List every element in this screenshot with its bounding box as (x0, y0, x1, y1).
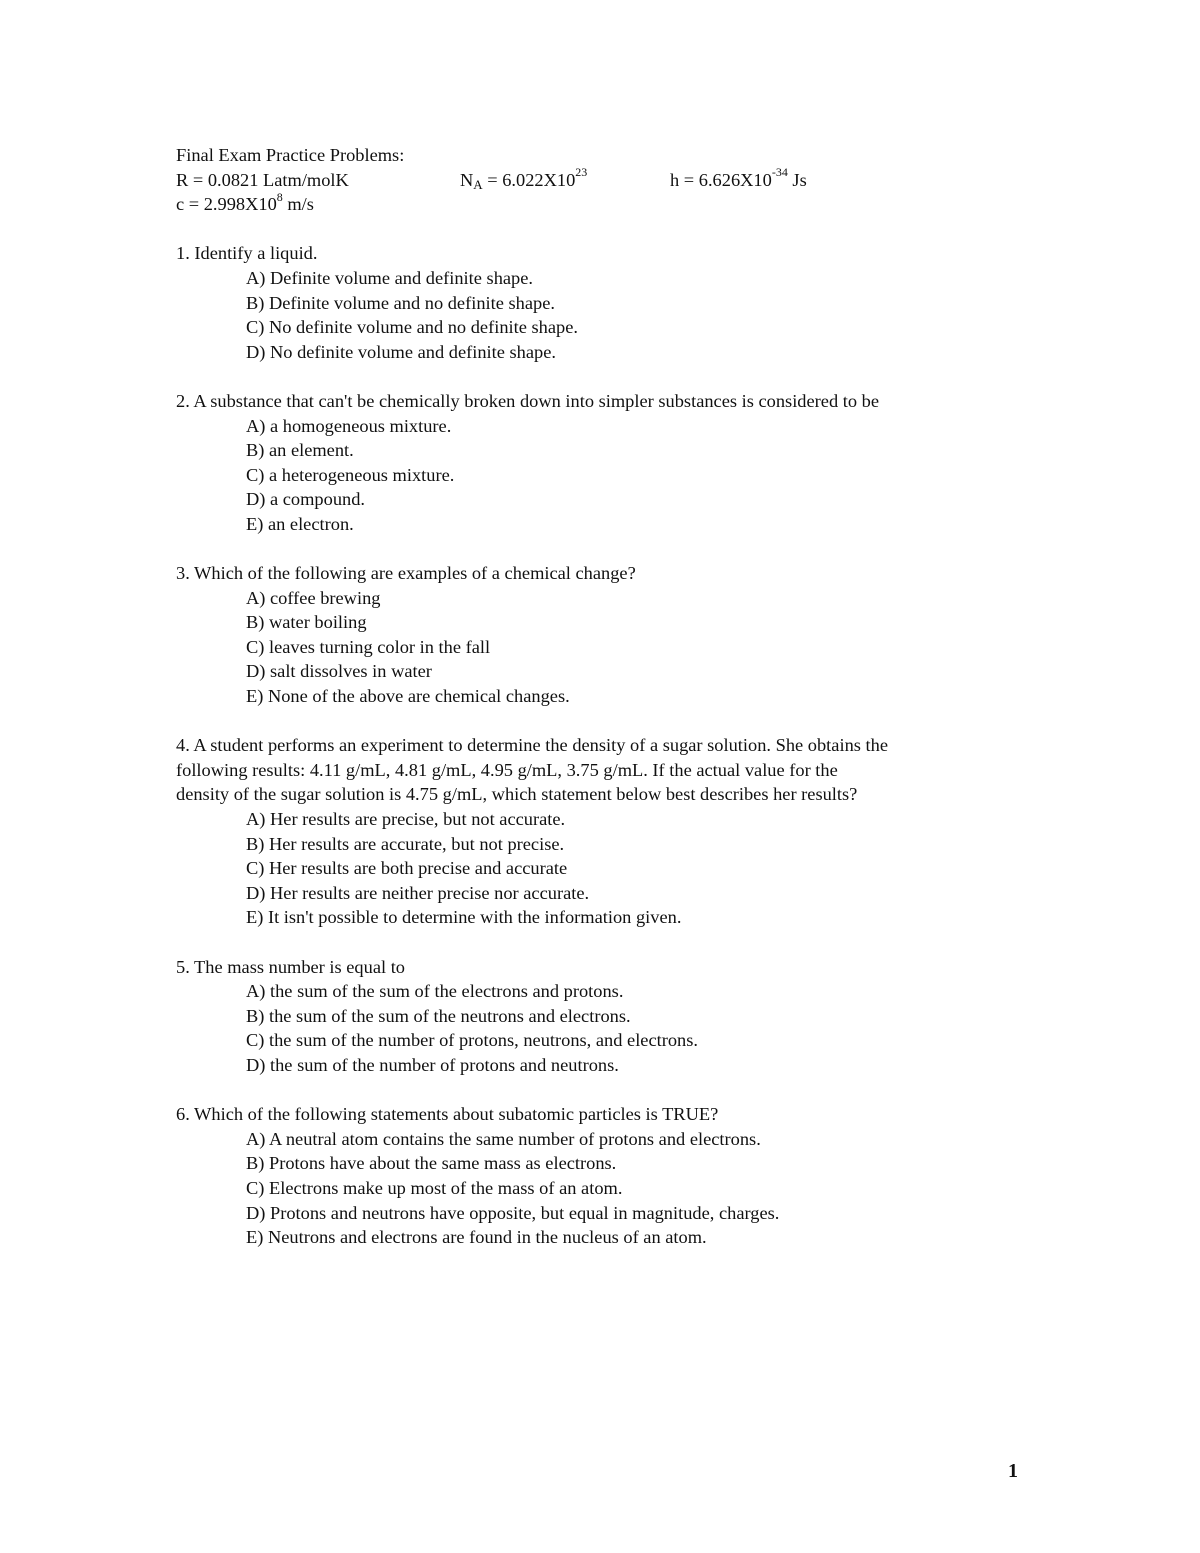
answer-option: A) Her results are precise, but not accurate. (246, 809, 566, 830)
constants-row (176, 165, 1046, 193)
document-title: Final Exam Practice Problems: (176, 145, 405, 165)
answer-option: C) No definite volume and no definite shape. (246, 317, 578, 338)
answer-option: D) Protons and neutrons have opposite, but equal in magnitude, charges. (246, 1202, 780, 1223)
answer-option: A) the sum of the sum of the electrons and protons. (246, 981, 624, 1002)
avogadro-constant: $N_A = 6.022X10^{23}$ (460, 165, 588, 192)
answer-option: B) Definite volume and no definite shape. (246, 292, 555, 313)
question-5 (176, 955, 1046, 1078)
question-stem: 6. Which of the following statements about subatomic particles is TRUE? (176, 1104, 719, 1125)
question-2 (176, 389, 1046, 537)
answer-option: D) a compound. (246, 489, 366, 510)
answer-option: C) Electrons make up most of the mass of an atom. (246, 1177, 623, 1198)
answer-option: A) A neutral atom contains the same number of protons and electrons. (246, 1128, 761, 1149)
answer-option: C) leaves turning color in the fall (246, 636, 491, 657)
answer-option: B) water boiling (246, 612, 367, 633)
answer-option: B) the sum of the sum of the neutrons and electrons. (246, 1005, 631, 1026)
answer-option: D) No definite volume and definite shape. (246, 341, 556, 362)
answer-option: B) Her results are accurate, but not precise. (246, 833, 565, 854)
answer-option: C) the sum of the number of protons, neutrons, and electrons. (246, 1030, 699, 1051)
question-stem: 1. Identify a liquid. (176, 243, 318, 264)
question-stem: 5. The mass number is equal to (176, 956, 405, 977)
answer-option: E) It isn't possible to determine with the information given. (246, 907, 682, 928)
answer-option: D) salt dissolves in water (246, 661, 432, 682)
question-stem: 3. Which of the following are examples of a chemical change? (176, 563, 636, 584)
answer-option: E) an electron. (246, 513, 354, 534)
question-stem-line: 4. A student performs an experiment to determine the density of a sugar solution. She obtains the (176, 735, 888, 756)
question-4 (176, 733, 1046, 930)
answer-option: C) Her results are both precise and accurate (246, 858, 568, 879)
answer-option: D) the sum of the number of protons and neutrons. (246, 1054, 619, 1075)
answer-option: A) coffee brewing (246, 587, 381, 608)
question-stem: 2. A substance that can't be chemically broken down into simpler substances is considered to be (176, 390, 880, 411)
gas-constant: R = 0.0821 Latm/molK (176, 169, 349, 190)
answer-option: B) an element. (246, 440, 354, 461)
question-stem-line: density of the sugar solution is 4.75 g/mL, which statement below best describes her results? (176, 784, 858, 805)
answer-option: A) a homogeneous mixture. (246, 415, 452, 436)
speed-of-light-constant: $c = 2.998X10^8$ m/s (176, 190, 314, 215)
question-1 (176, 241, 1046, 364)
page-number: 1 (1008, 1460, 1018, 1482)
answer-option: B) Protons have about the same mass as electrons. (246, 1153, 617, 1174)
answer-option: C) a heterogeneous mixture. (246, 464, 455, 485)
document-page (176, 143, 1046, 1250)
question-6 (176, 1102, 1046, 1250)
question-stem-line: following results: 4.11 g/mL, 4.81 g/mL, 4.95 g/mL, 3.75 g/mL. If the actual value for the (176, 759, 838, 780)
answer-option: A) Definite volume and definite shape. (246, 267, 534, 288)
answer-option: E) None of the above are chemical changes. (246, 686, 570, 707)
answer-option: D) Her results are neither precise nor accurate. (246, 882, 590, 903)
question-3 (176, 561, 1046, 709)
answer-option: E) Neutrons and electrons are found in the nucleus of an atom. (246, 1227, 707, 1248)
planck-constant: $h = 6.626X10^{-34}$ Js (670, 165, 807, 190)
